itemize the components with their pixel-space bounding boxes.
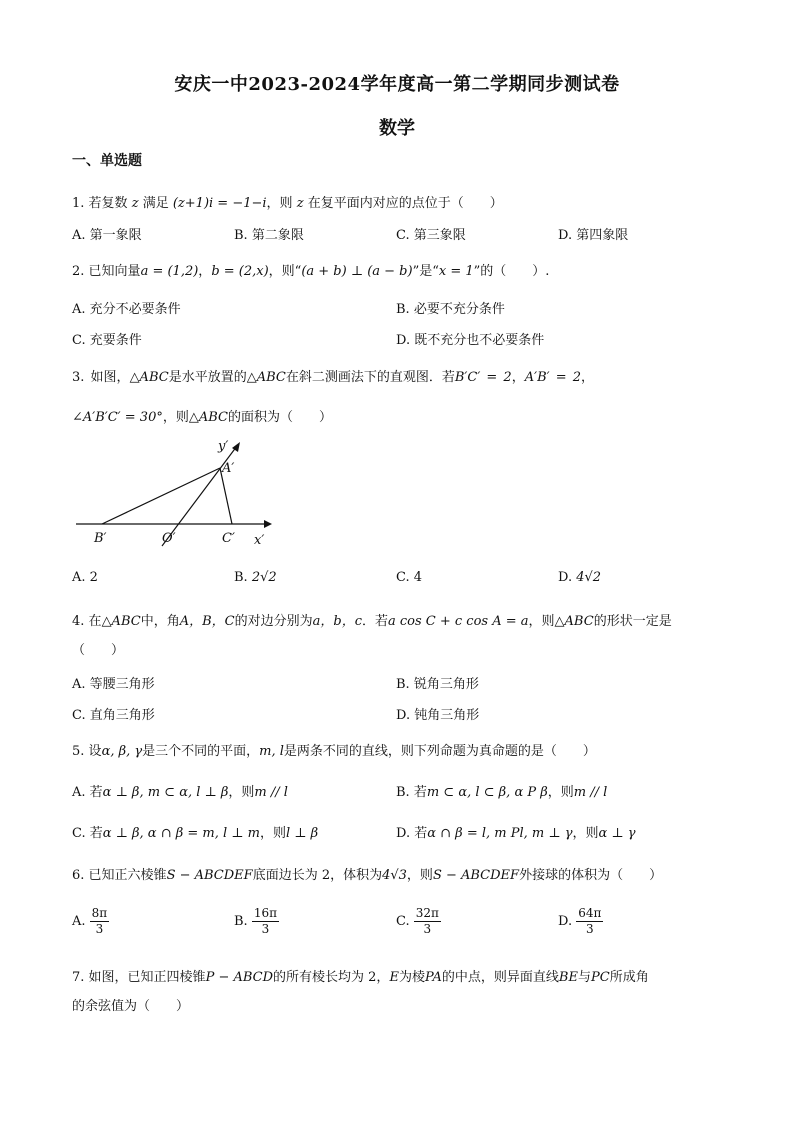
- question-4: 4. 在△ABC中，角A，B，C的对边分别为a，b，c．若a cos C + c cos A = a，则△ABC的形状一定是: [72, 614, 672, 629]
- q6-option-c: C. $\frac{32\pi}{3}$: [396, 906, 439, 936]
- exam-subject: 数学: [379, 118, 415, 139]
- q1-option-c: C. 第三象限: [396, 228, 466, 243]
- question-2: 2. 已知向量a = (1,2)，b = (2,x)，则“(a + b) ⊥ (a − b)”是“x = 1”的（ ）.: [72, 264, 550, 279]
- label-b-prime: B′: [94, 531, 107, 546]
- label-c-prime: C′: [222, 531, 235, 546]
- question-number: 2.: [72, 264, 85, 279]
- fraction: $\frac{8\pi}{3}$: [91, 906, 108, 936]
- segment-ab: [102, 468, 220, 524]
- question-number: 7.: [72, 970, 85, 985]
- q1-option-a: A. 第一象限: [72, 228, 142, 243]
- question-5: 5. 设α, β, γ是三个不同的平面，m, l是两条不同的直线，则下列命题为真命题的是（ ）: [72, 744, 596, 759]
- q3-option-a: A. 2: [72, 570, 98, 585]
- q5-option-c: C. 若α ⊥ β, α ∩ β = m, l ⊥ m，则l ⊥ β: [72, 826, 319, 841]
- section-heading: 一、单选题: [72, 153, 142, 169]
- fraction: $\frac{64\pi}{3}$: [578, 906, 602, 936]
- question-3: 3. 如图，△ABC是水平放置的△ABC在斜二测画法下的直观图．若B′C′ = 2，A′B′ = 2，: [72, 370, 595, 385]
- q3-option-c: C. 4: [396, 570, 423, 585]
- question-number: 6.: [72, 868, 85, 883]
- x-axis-arrow: [264, 520, 272, 528]
- q2-option-a: A. 充分不必要条件: [72, 302, 181, 317]
- segment-ac: [220, 468, 232, 524]
- q3-option-d: D. 4√2: [558, 570, 602, 585]
- q5-option-a: A. 若α ⊥ β, m ⊂ α, l ⊥ β，则m // l: [72, 785, 288, 800]
- q6-option-d: D. $\frac{64\pi}{3}$: [558, 906, 602, 936]
- q1-option-d: D. 第四象限: [558, 228, 629, 243]
- q4-option-a: A. 等腰三角形: [72, 677, 155, 692]
- question-4-continued: （ ）: [72, 643, 125, 658]
- q4-option-c: C. 直角三角形: [72, 708, 155, 723]
- label-x-prime: x′: [254, 533, 265, 548]
- radical-expression: 2√2: [251, 570, 277, 585]
- q2-option-d: D. 既不充分也不必要条件: [396, 333, 545, 348]
- label-y-prime: y′: [218, 439, 229, 454]
- question-number: 5.: [72, 744, 85, 759]
- question-6: 6. 已知正六棱锥S − ABCDEF底面边长为 2，体积为4√3，则S − ABCDEF外接球的体积为（ ）: [72, 868, 663, 883]
- q6-option-a: A. $\frac{8\pi}{3}$: [72, 906, 108, 936]
- question-7: 7. 如图，已知正四棱锥P − ABCD的所有棱长均为 2，E为棱PA的中点，则异面直线BE与PC所成角: [72, 970, 649, 985]
- question-3-continued: ∠A′B′C′ = 30°，则△ABC的面积为（ ）: [72, 410, 333, 425]
- q4-option-d: D. 钝角三角形: [396, 708, 480, 723]
- question-number: 4.: [72, 614, 85, 629]
- q5-option-d: D. 若α ∩ β = l, m Pl, m ⊥ γ，则α ⊥ γ: [396, 826, 636, 841]
- label-o-prime: O′: [162, 531, 176, 546]
- q3-option-b: B. 2√2: [234, 570, 277, 585]
- q6-option-b: B. $\frac{16\pi}{3}$: [234, 906, 277, 936]
- q2-option-b: B. 必要不充分条件: [396, 302, 505, 317]
- question-number: 1.: [72, 196, 85, 211]
- q2-option-c: C. 充要条件: [72, 333, 142, 348]
- equation: (z+1)i = −1−i: [172, 196, 267, 211]
- fraction: $\frac{16\pi}{3}$: [253, 906, 277, 936]
- exam-title: 安庆一中2023-2024学年度高一第二学期同步测试卷: [174, 74, 620, 95]
- question-number: 3.: [72, 370, 85, 385]
- fraction: $\frac{32\pi}{3}$: [415, 906, 439, 936]
- oblique-projection-figure: [72, 436, 282, 556]
- question-7-continued: 的余弦值为（ ）: [72, 999, 190, 1014]
- radical-expression: 4√2: [576, 570, 602, 585]
- q1-option-b: B. 第二象限: [234, 228, 304, 243]
- q5-option-b: B. 若m ⊂ α, l ⊂ β, α P β，则m // l: [396, 785, 608, 800]
- q4-option-b: B. 锐角三角形: [396, 677, 479, 692]
- label-a-prime: A′: [222, 461, 235, 476]
- question-1: 1. 若复数 z 满足 (z+1)i = −1−i，则 z 在复平面内对应的点位于（ ）: [72, 196, 503, 211]
